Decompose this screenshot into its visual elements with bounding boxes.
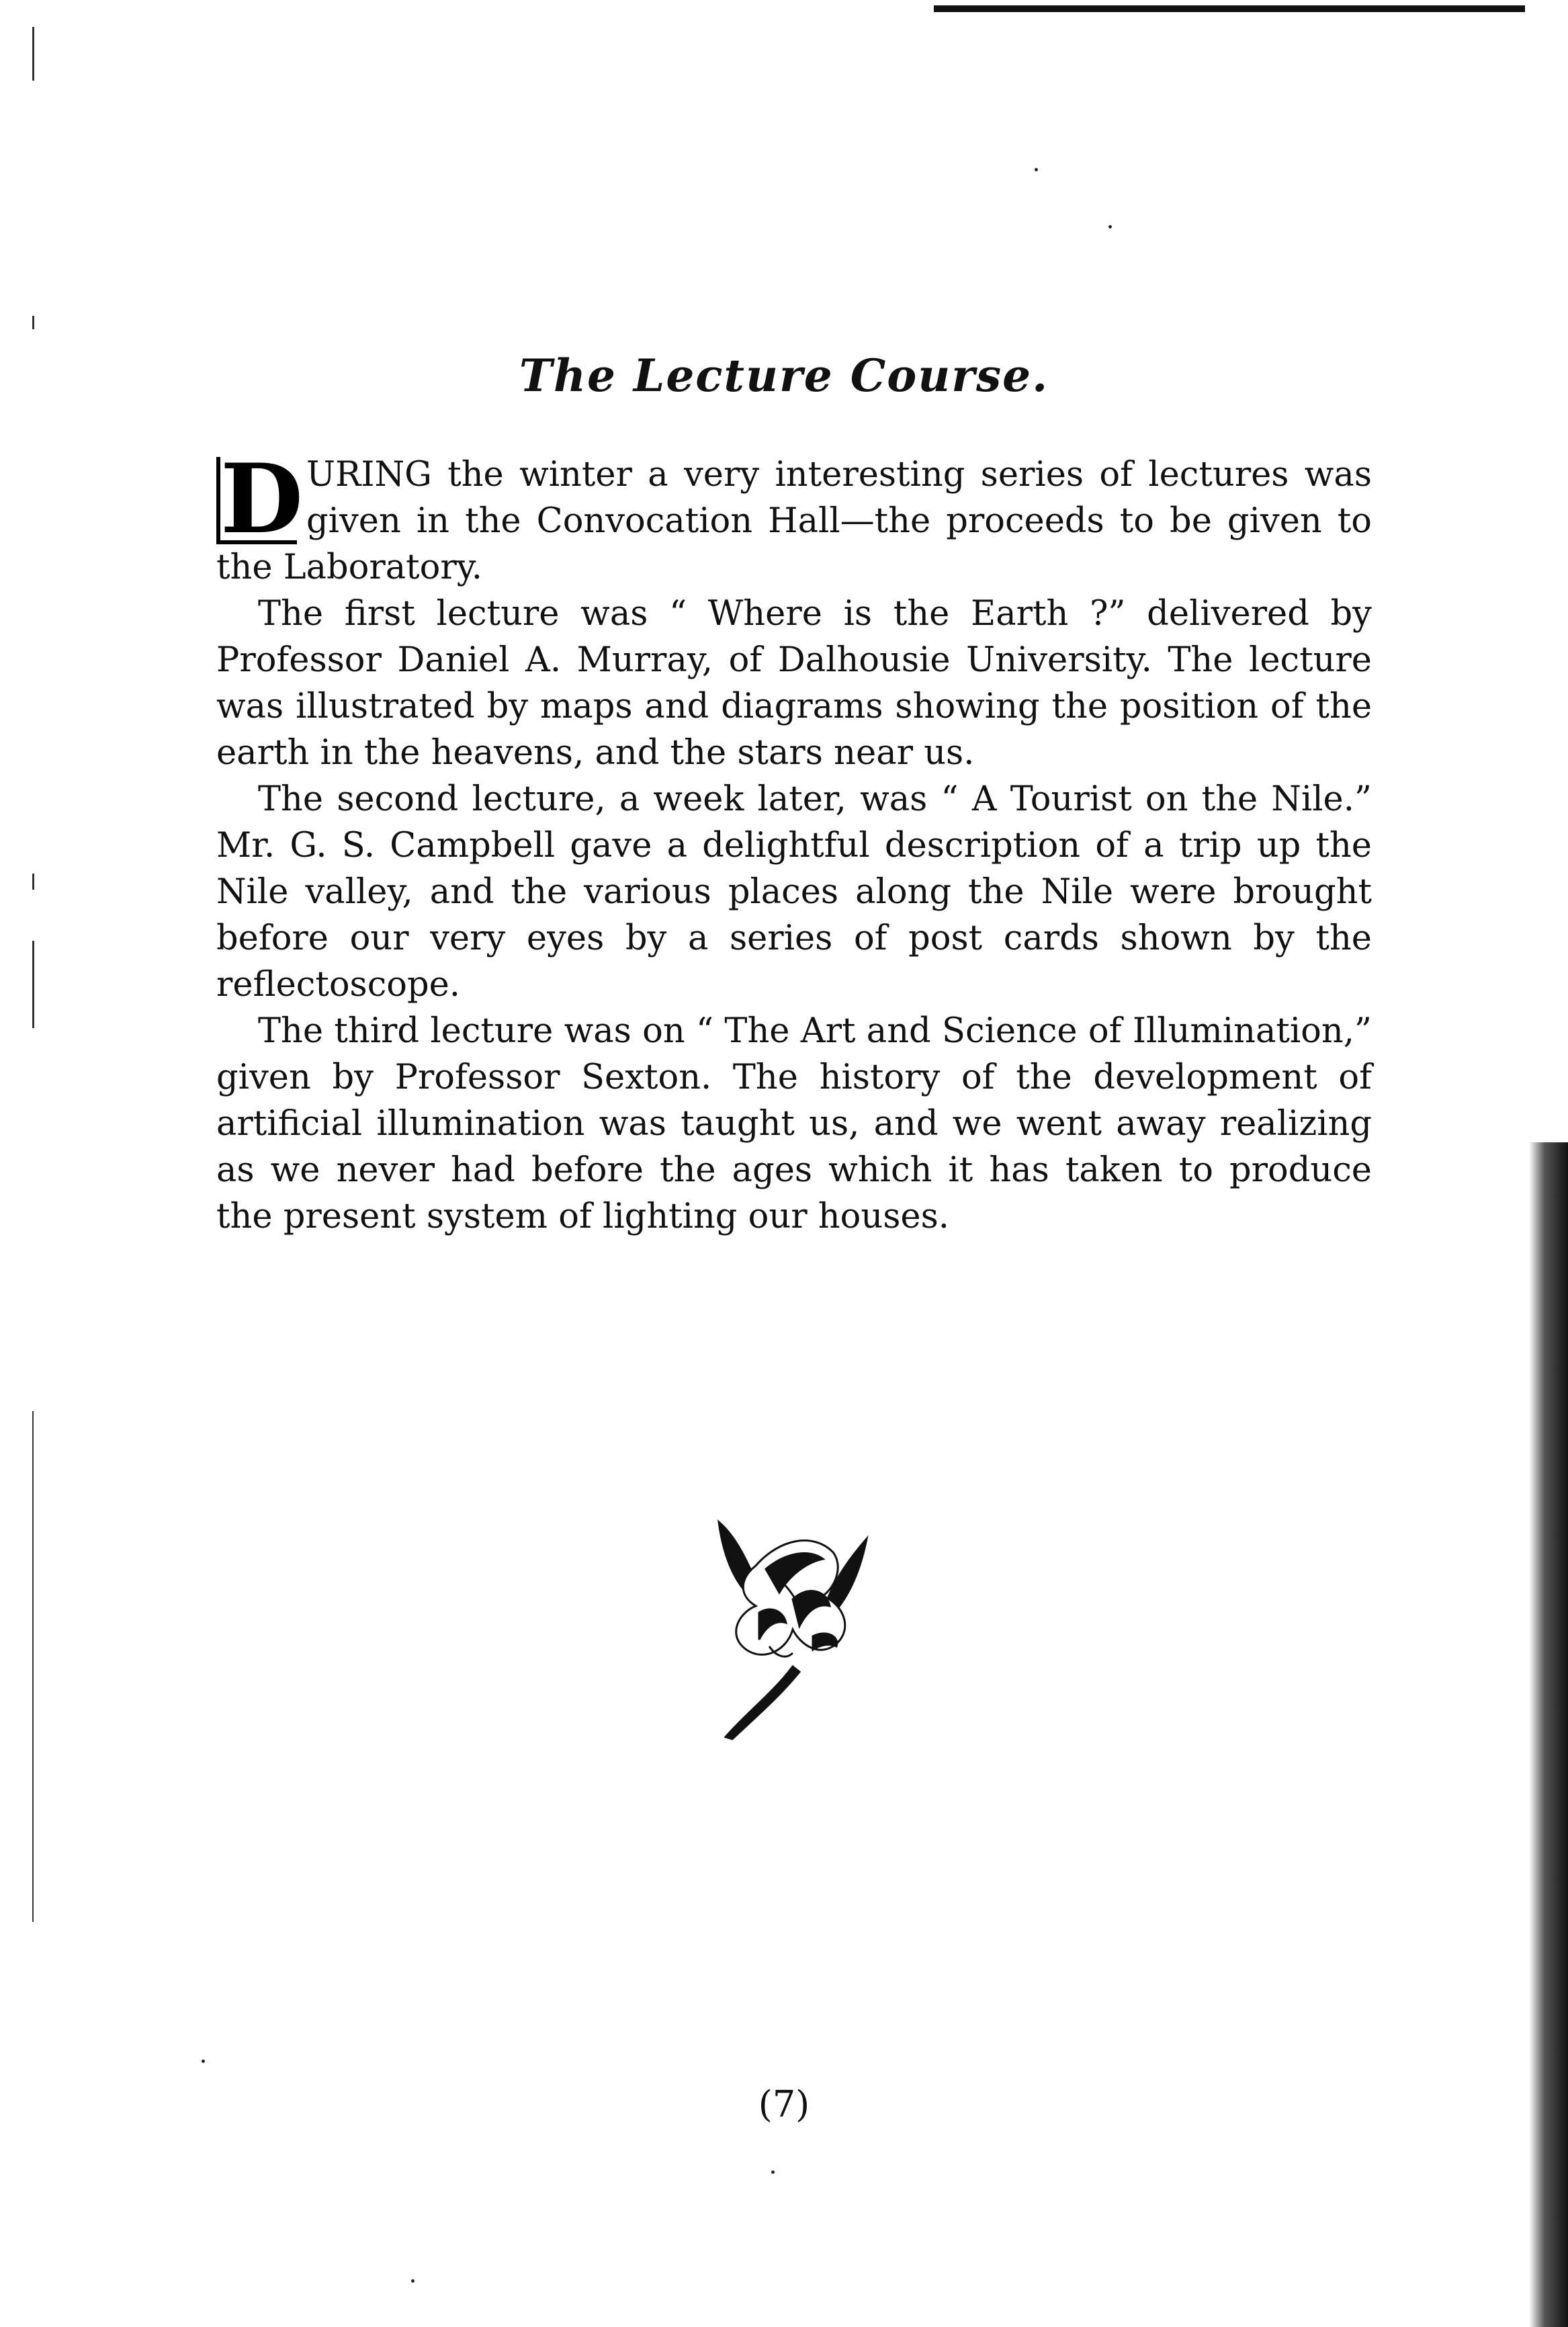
scan-speck bbox=[1108, 225, 1112, 228]
paragraph-second-lecture: The second lecture, a week later, was “ A Tourist on the Nile.” Mr. G. S. Campbell gave a delightful description of a trip up the Nile valley, and the various places along the Nile were brought before our very eyes by a series of post cards shown by the reflectoscope. bbox=[216, 779, 1372, 1005]
article-body bbox=[216, 443, 1372, 1240]
scan-speck bbox=[1035, 168, 1038, 171]
scan-speck bbox=[411, 2279, 415, 2283]
paragraph-third-lecture: The third lecture was on “ The Art and Science of Illumination,” given by Professor Sexton. The history of the development of artificial illumination was taught us, and we went away realizing as we never had before the ages which it has taken to produce the present system of lighting our houses. bbox=[216, 1011, 1372, 1236]
scan-speck bbox=[771, 2170, 775, 2174]
scan-left-margin-marks bbox=[27, 27, 47, 1908]
paragraph-text: URING the winter a very interesting series of lectures was given in the Convocation Hall—the proceeds to be given to the Laboratory. bbox=[216, 455, 1372, 587]
page-title: The Lecture Course. bbox=[519, 349, 1049, 402]
scan-right-edge-shadow bbox=[1529, 1142, 1568, 2327]
scan-speck bbox=[202, 2060, 205, 2063]
scan-top-rule bbox=[934, 5, 1525, 12]
lily-flower-icon bbox=[692, 1512, 894, 1740]
page-number: (7) bbox=[758, 2083, 810, 2125]
drop-cap-initial: D bbox=[216, 457, 297, 544]
paragraph-first-lecture: The first lecture was “ Where is the Earth ?” delivered by Professor Daniel A. Murray, of Dalhousie University. The lecture was illustrated by maps and diagrams showing the position of the earth in the heavens, and the stars near us. bbox=[216, 594, 1372, 773]
paragraph-intro bbox=[216, 443, 1372, 591]
